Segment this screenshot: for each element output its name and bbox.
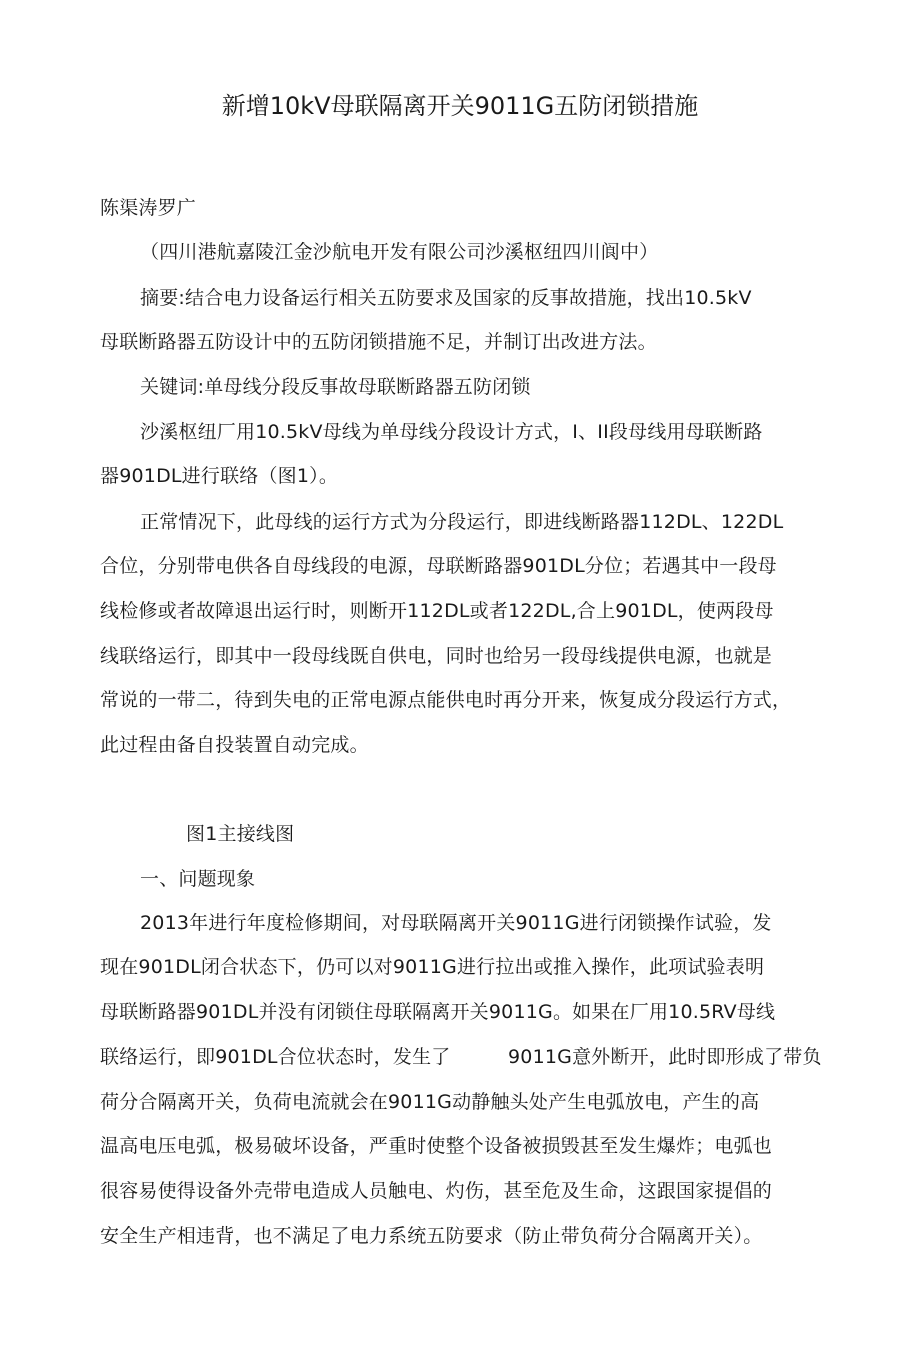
paragraph-3-line-8: 安全生产相违背，也不满足了电力系统五防要求（防止带负荷分合隔离开关）。: [100, 1225, 763, 1247]
figure-caption: 图1主接线图: [186, 823, 295, 845]
paragraph-3-line-2: 现在901DL闭合状态下，仍可以对9011G进行拉出或推入操作，此项试验表明: [100, 956, 765, 978]
keywords: 关键词:单母线分段反事故母联断路器五防闭锁: [140, 376, 531, 398]
paragraph-3-line-4a: 联络运行，即901DL合位状态时，发生了: [100, 1046, 451, 1068]
paragraph-2-line-4: 线联络运行，即其中一段母线既自供电，同时也给另一段母线提供电源，也就是: [100, 645, 773, 667]
abstract-line-2: 母联断路器五防设计中的五防闭锁措施不足，并制订出改进方法。: [100, 331, 657, 353]
authors: 陈渠涛罗广: [100, 197, 197, 219]
paragraph-3-line-3: 母联断路器901DL并没有闭锁住母联隔离开关9011G。如果在厂用10.5RV母线: [100, 1001, 776, 1023]
paragraph-3-line-7: 很容易使得设备外壳带电造成人员触电、灼伤，甚至危及生命，这跟国家提倡的: [100, 1180, 773, 1202]
abstract-line-1: 摘要:结合电力设备运行相关五防要求及国家的反事故措施，找出10.5kV: [140, 287, 752, 309]
document-title: 新增10kV母联隔离开关9011G五防闭锁措施: [221, 92, 699, 120]
paragraph-2-line-2: 合位，分别带电供各自母线段的电源，母联断路器901DL分位；若遇其中一段母: [100, 555, 777, 577]
paragraph-1-line-1: 沙溪枢纽厂用10.5kV母线为单母线分段设计方式，I、II段母线用母联断路: [140, 421, 763, 443]
paragraph-2-line-6: 此过程由备自投装置自动完成。: [100, 734, 369, 756]
paragraph-2-line-1: 正常情况下，此母线的运行方式为分段运行，即进线断路器112DL、122DL: [140, 511, 784, 533]
affiliation: （四川港航嘉陵江金沙航电开发有限公司沙溪枢纽四川阆中）: [140, 241, 659, 263]
paragraph-3-line-4b: 9011G意外断开，此时即形成了带负: [508, 1046, 822, 1068]
paragraph-3-line-6: 温高电压电弧，极易破坏设备，严重时使整个设备被损毁甚至发生爆炸；电弧也: [100, 1135, 773, 1157]
paragraph-3-line-5: 荷分合隔离开关，负荷电流就会在9011G动静触头处产生电弧放电，产生的高: [100, 1091, 760, 1113]
section-heading: 一、问题现象: [140, 868, 256, 890]
paragraph-3-line-1: 2013年进行年度检修期间，对母联隔离开关9011G进行闭锁操作试验，发: [140, 912, 772, 934]
paragraph-2-line-3: 线检修或者故障退出运行时，则断开112DL或者122DL,合上901DL，使两段母: [100, 600, 774, 622]
paragraph-2-line-5: 常说的一带二，待到失电的正常电源点能供电时再分开来，恢复成分段运行方式，: [100, 689, 792, 711]
paragraph-1-line-2: 器901DL进行联络（图1）。: [100, 465, 339, 487]
